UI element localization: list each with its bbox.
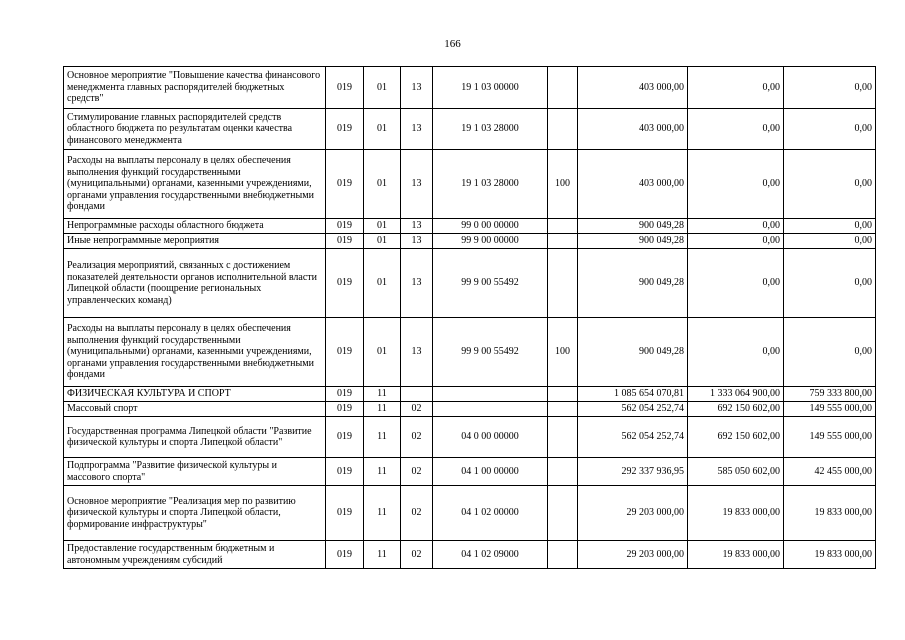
target-code: 04 1 02 00000 xyxy=(433,486,548,541)
section-code: 11 xyxy=(364,541,401,569)
table-row xyxy=(64,541,876,569)
target-code: 19 1 03 28000 xyxy=(433,109,548,150)
sum-year2: 0,00 xyxy=(688,109,784,150)
subsection-code: 02 xyxy=(401,402,433,417)
sum-year1: 900 049,28 xyxy=(578,318,688,387)
subsection-code: 13 xyxy=(401,150,433,219)
target-code: 04 1 00 00000 xyxy=(433,458,548,486)
section-code: 11 xyxy=(364,458,401,486)
section-code: 01 xyxy=(364,150,401,219)
subsection-code xyxy=(401,387,433,402)
expense-type-code xyxy=(548,402,578,417)
section-code: 01 xyxy=(364,249,401,318)
section-code: 11 xyxy=(364,417,401,458)
subsection-code: 02 xyxy=(401,486,433,541)
sum-year3: 0,00 xyxy=(784,234,876,249)
sum-year3: 0,00 xyxy=(784,249,876,318)
expense-type-code xyxy=(548,417,578,458)
subsection-code: 13 xyxy=(401,234,433,249)
section-code: 11 xyxy=(364,486,401,541)
table-row xyxy=(64,417,876,458)
row-name: Расходы на выплаты персоналу в целях обеспечения выполнения функций государственными (муниципальными) органами, казенными учреждениями, органами управления государственными внебюджетными фондами xyxy=(64,318,326,387)
expense-type-code xyxy=(548,387,578,402)
sum-year1: 29 203 000,00 xyxy=(578,486,688,541)
sum-year2: 19 833 000,00 xyxy=(688,541,784,569)
subsection-code: 02 xyxy=(401,541,433,569)
expense-type-code xyxy=(548,219,578,234)
sum-year1: 1 085 654 070,81 xyxy=(578,387,688,402)
sum-year2: 0,00 xyxy=(688,67,784,109)
table-row xyxy=(64,150,876,219)
subsection-code: 13 xyxy=(401,249,433,318)
section-code: 01 xyxy=(364,318,401,387)
target-code: 99 9 00 55492 xyxy=(433,318,548,387)
row-name: Расходы на выплаты персоналу в целях обеспечения выполнения функций государственными (муниципальными) органами, казенными учреждениями, органами управления государственными внебюджетными фондами xyxy=(64,150,326,219)
row-name: Основное мероприятие "Реализация мер по развитию физической культуры и спорта Липецкой области, формирование инфраструктуры" xyxy=(64,486,326,541)
ministry-code: 019 xyxy=(326,249,364,318)
budget-table xyxy=(63,66,876,569)
row-name: Предоставление государственным бюджетным и автономным учреждениям субсидий xyxy=(64,541,326,569)
sum-year2: 0,00 xyxy=(688,249,784,318)
row-name: Непрограммные расходы областного бюджета xyxy=(64,219,326,234)
sum-year1: 900 049,28 xyxy=(578,249,688,318)
sum-year2: 19 833 000,00 xyxy=(688,486,784,541)
sum-year1: 562 054 252,74 xyxy=(578,417,688,458)
row-name: Иные непрограммные мероприятия xyxy=(64,234,326,249)
target-code: 99 9 00 00000 xyxy=(433,234,548,249)
sum-year3: 19 833 000,00 xyxy=(784,541,876,569)
row-name: Массовый спорт xyxy=(64,402,326,417)
table-row xyxy=(64,249,876,318)
ministry-code: 019 xyxy=(326,417,364,458)
ministry-code: 019 xyxy=(326,150,364,219)
ministry-code: 019 xyxy=(326,486,364,541)
sum-year2: 0,00 xyxy=(688,234,784,249)
subsection-code: 02 xyxy=(401,458,433,486)
target-code xyxy=(433,402,548,417)
expense-type-code xyxy=(548,541,578,569)
table-row xyxy=(64,318,876,387)
section-code: 11 xyxy=(364,387,401,402)
target-code: 04 1 02 09000 xyxy=(433,541,548,569)
target-code: 99 9 00 55492 xyxy=(433,249,548,318)
row-name: ФИЗИЧЕСКАЯ КУЛЬТУРА И СПОРТ xyxy=(64,387,326,402)
section-code: 11 xyxy=(364,402,401,417)
row-name: Основное мероприятие "Повышение качества финансового менеджмента главных распорядителей бюджетных средств" xyxy=(64,67,326,109)
ministry-code: 019 xyxy=(326,318,364,387)
sum-year3: 759 333 800,00 xyxy=(784,387,876,402)
ministry-code: 019 xyxy=(326,67,364,109)
sum-year3: 42 455 000,00 xyxy=(784,458,876,486)
sum-year3: 19 833 000,00 xyxy=(784,486,876,541)
section-code: 01 xyxy=(364,67,401,109)
section-code: 01 xyxy=(364,109,401,150)
table-row xyxy=(64,219,876,234)
ministry-code: 019 xyxy=(326,458,364,486)
row-name: Реализация мероприятий, связанных с достижением показателей деятельности органов исполнительной власти Липецкой области (поощрение региональных управленческих команд) xyxy=(64,249,326,318)
table-row xyxy=(64,234,876,249)
sum-year3: 149 555 000,00 xyxy=(784,417,876,458)
table-row xyxy=(64,458,876,486)
target-code: 19 1 03 00000 xyxy=(433,67,548,109)
expense-type-code xyxy=(548,249,578,318)
sum-year1: 900 049,28 xyxy=(578,219,688,234)
sum-year3: 0,00 xyxy=(784,219,876,234)
target-code: 19 1 03 28000 xyxy=(433,150,548,219)
expense-type-code xyxy=(548,234,578,249)
ministry-code: 019 xyxy=(326,109,364,150)
table-row xyxy=(64,67,876,109)
sum-year2: 1 333 064 900,00 xyxy=(688,387,784,402)
section-code: 01 xyxy=(364,234,401,249)
expense-type-code xyxy=(548,486,578,541)
sum-year3: 0,00 xyxy=(784,109,876,150)
table-row xyxy=(64,402,876,417)
sum-year1: 403 000,00 xyxy=(578,150,688,219)
expense-type-code xyxy=(548,67,578,109)
expense-type-code xyxy=(548,458,578,486)
sum-year1: 403 000,00 xyxy=(578,109,688,150)
row-name: Государственная программа Липецкой области "Развитие физической культуры и спорта Липецкой области" xyxy=(64,417,326,458)
ministry-code: 019 xyxy=(326,234,364,249)
row-name: Подпрограмма "Развитие физической культуры и массового спорта" xyxy=(64,458,326,486)
sum-year2: 692 150 602,00 xyxy=(688,402,784,417)
sum-year1: 900 049,28 xyxy=(578,234,688,249)
section-code: 01 xyxy=(364,219,401,234)
table-row xyxy=(64,109,876,150)
row-name: Стимулирование главных распорядителей средств областного бюджета по результатам оценки качества финансового менеджмента xyxy=(64,109,326,150)
ministry-code: 019 xyxy=(326,541,364,569)
sum-year1: 29 203 000,00 xyxy=(578,541,688,569)
sum-year1: 403 000,00 xyxy=(578,67,688,109)
subsection-code: 13 xyxy=(401,109,433,150)
sum-year2: 585 050 602,00 xyxy=(688,458,784,486)
target-code: 99 0 00 00000 xyxy=(433,219,548,234)
sum-year3: 149 555 000,00 xyxy=(784,402,876,417)
sum-year3: 0,00 xyxy=(784,318,876,387)
table-row xyxy=(64,486,876,541)
expense-type-code xyxy=(548,109,578,150)
sum-year2: 0,00 xyxy=(688,318,784,387)
sum-year2: 692 150 602,00 xyxy=(688,417,784,458)
expense-type-code: 100 xyxy=(548,150,578,219)
page-number: 166 xyxy=(444,38,461,50)
sum-year3: 0,00 xyxy=(784,67,876,109)
target-code xyxy=(433,387,548,402)
sum-year2: 0,00 xyxy=(688,219,784,234)
ministry-code: 019 xyxy=(326,219,364,234)
sum-year1: 292 337 936,95 xyxy=(578,458,688,486)
subsection-code: 13 xyxy=(401,67,433,109)
subsection-code: 13 xyxy=(401,219,433,234)
ministry-code: 019 xyxy=(326,387,364,402)
ministry-code: 019 xyxy=(326,402,364,417)
expense-type-code: 100 xyxy=(548,318,578,387)
sum-year1: 562 054 252,74 xyxy=(578,402,688,417)
table-row xyxy=(64,387,876,402)
sum-year2: 0,00 xyxy=(688,150,784,219)
sum-year3: 0,00 xyxy=(784,150,876,219)
target-code: 04 0 00 00000 xyxy=(433,417,548,458)
subsection-code: 13 xyxy=(401,318,433,387)
subsection-code: 02 xyxy=(401,417,433,458)
